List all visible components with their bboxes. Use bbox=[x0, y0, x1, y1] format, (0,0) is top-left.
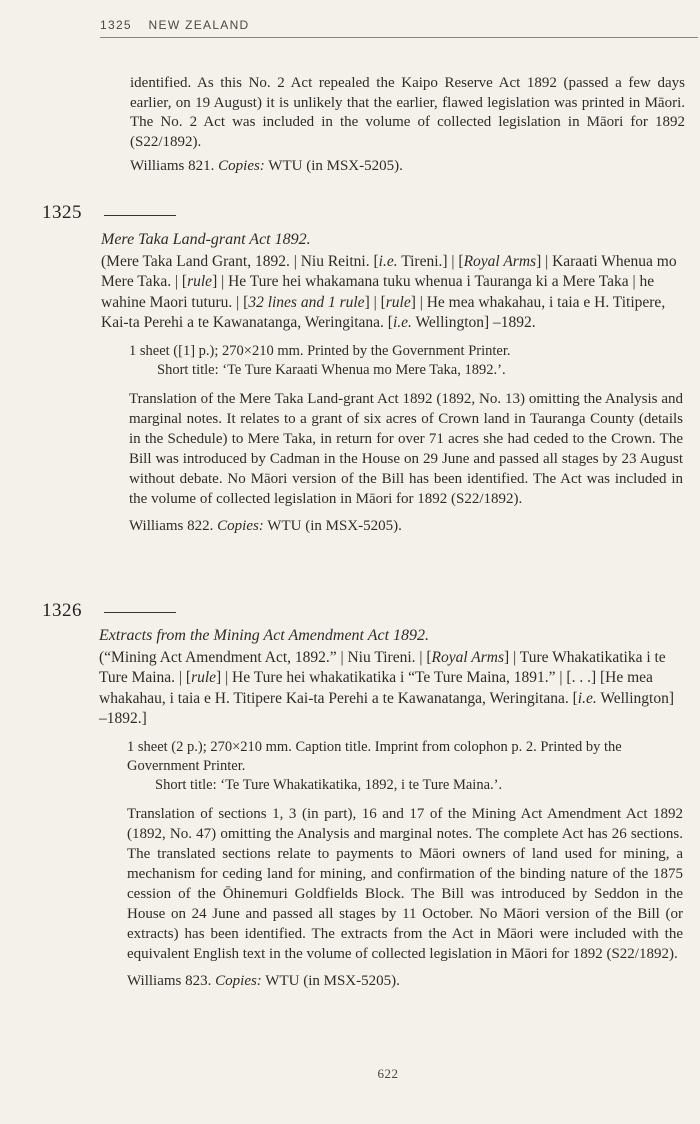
page-number-footer: 622 bbox=[377, 1066, 399, 1081]
entry-1325 bbox=[101, 230, 683, 536]
entry-reference bbox=[129, 517, 683, 537]
entry-1326 bbox=[99, 626, 683, 991]
entry-reference bbox=[127, 972, 683, 992]
entry-title: Extracts from the Mining Act Amendment Act 1892. bbox=[99, 627, 430, 644]
continuation-notes: identified. As this No. 2 Act repealed the Kaipo Reserve Act 1892 (passed a few days earlier, on 19 August) it is unlikely that the earlier, flawed legislation was printed in Māori. The No. 2 Act was included in the volume of collected legislation in Māori for 1892 (S22/1892). bbox=[130, 75, 685, 150]
reference-prefix: Williams 822. bbox=[129, 517, 214, 534]
header-page-number: 1325 bbox=[100, 18, 132, 32]
entry-collation: 1 sheet (2 p.); 270×210 mm. Caption title. Imprint from colophon p. 2. Printed by the Government Printer. bbox=[127, 738, 622, 774]
entry-rule-1325 bbox=[104, 215, 176, 216]
reference-holdings: WTU (in MSX-5205). bbox=[265, 972, 400, 989]
continuation-block bbox=[130, 74, 685, 177]
header-section-title: NEW ZEALAND bbox=[148, 18, 250, 32]
continuation-reference bbox=[130, 157, 685, 177]
entry-short-title: Short title: ‘Te Ture Whakatikatika, 1892, i te Ture Maina.’. bbox=[155, 776, 503, 793]
entry-notes: Translation of the Mere Taka Land-grant Act 1892 (1892, No. 13) omitting the Analysis and marginal notes. It relates to a grant of six acres of Crown land in Tauranga County (details in the Schedule) to Mere Taka, in return for over 71 acres she had ceded to the Crown. The Bill was introduced by Cadman in the House on 29 June and passed all stages by 23 August without debate. No Māori version of the Bill has been identified. The Act was included in the volume of collected legislation in Māori for 1892 (S22/1892). bbox=[129, 390, 683, 507]
reference-holdings: WTU (in MSX-5205). bbox=[268, 158, 403, 174]
entry-transcription: (“Mining Act Amendment Act, 1892.” | Niu Tireni. | [Royal Arms] | Ture Whakatikatika i te Ture Maina. | [rule] | He Ture hei whakatikatika i “Te Ture Maina, 1891.” | [. . .] [He mea whakahau, i taia e H. Titipere Kai-ta Perehi a te Kawanatanga, Weringitana. [i.e. Wellington] –1892.] bbox=[99, 648, 674, 727]
reference-prefix: Williams 821. bbox=[130, 158, 215, 174]
entry-title: Mere Taka Land-grant Act 1892. bbox=[101, 231, 311, 248]
entry-short-title: Short title: ‘Te Ture Karaati Whenua mo Mere Taka, 1892.’. bbox=[157, 361, 506, 378]
entry-transcription: (Mere Taka Land Grant, 1892. | Niu Reitni. [i.e. Tireni.] | [Royal Arms] | Karaati Whenua mo Mere Taka. | [rule] | He Ture hei whakamana tuku whenua i Tauranga ki a Mere Taka | he wahine Maori tuturu. | [32 lines and 1 rule] | [rule] | He mea whakahau, i taia e H. Titipere, Kai-ta Perehi a te Kawanatanga, Weringitana. [i.e. Wellington] –1892. bbox=[101, 252, 677, 331]
entry-collation: 1 sheet ([1] p.); 270×210 mm. Printed by the Government Printer. bbox=[129, 342, 511, 359]
entry-rule-1326 bbox=[104, 612, 176, 613]
entry-notes: Translation of sections 1, 3 (in part), 16 and 17 of the Mining Act Amendment Act 1892 (1892, No. 47) omitting the Analysis and marginal notes. The complete Act has 26 sections. The translated sections relate to payments to Māori owners of land used for mining, a mechanism for ceding land for mining, and confirmation of the binding nature of the 1875 cession of the Ōhinemuri Goldfields Block. The Bill was introduced by Seddon in the House on 24 June and passed all stages by 11 October. No Māori version of the Bill (or extracts) has been identified. The extracts from the Act in Māori were included with the equivalent English text in the volume of collected legislation in Māori for 1892 (S22/1892). bbox=[127, 805, 683, 962]
reference-copies-label: Copies: bbox=[218, 158, 265, 174]
reference-prefix: Williams 823. bbox=[127, 972, 212, 989]
entry-number-1326: 1326 bbox=[42, 600, 82, 621]
running-header bbox=[100, 18, 698, 38]
reference-holdings: WTU (in MSX-5205). bbox=[267, 517, 402, 534]
reference-copies-label: Copies: bbox=[217, 517, 264, 534]
entry-number-1325: 1325 bbox=[42, 202, 82, 223]
reference-copies-label: Copies: bbox=[215, 972, 262, 989]
